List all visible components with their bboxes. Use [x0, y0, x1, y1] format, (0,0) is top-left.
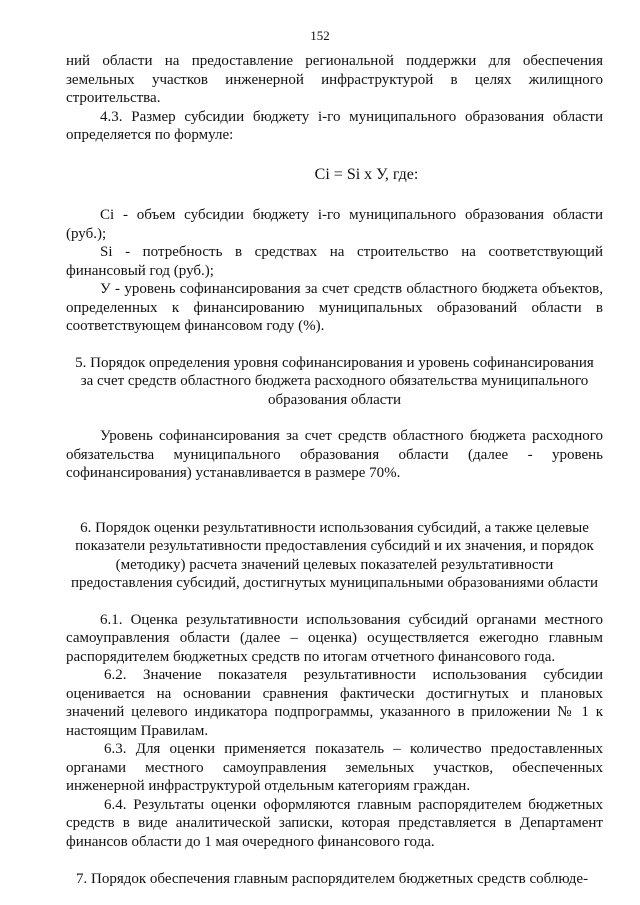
subsidy-formula: Ci = Si x У, где: — [314, 165, 419, 183]
definition-ci: Ci - объем субсидии бюджету i-го муниципального образования области (руб.); — [66, 207, 603, 242]
clause-6-2: 6.2. Значение показателя результативности использования субсидии оценивается на основании сравнения фактически достигнутых и плановых значений целевого индикатора подпрограммы, указанного в приложении № 1 к настоящим Правилам. — [66, 667, 603, 739]
section-5-text: Уровень софинансирования за счет средств областного бюджета расходного обязательства муниципального образования области (далее - уровень софинансирования) устанавливается в размере 70%. — [66, 428, 603, 481]
definition-si: Si - потребность в средствах на строительство на соответствующий финансовый год (руб.); — [66, 244, 603, 279]
section-6-heading: 6. Порядок оценки результативности использования субсидий, а также целевые показатели результативности предоставления субсидий и их значения, и порядок (методику) расчета значений целевых показателей результативности предоставления субсидий, достигнутых муниципальными образованиями области — [70, 519, 598, 591]
clause-6-1: 6.1. Оценка результативности использования субсидий органами местного самоуправления области (далее – оценка) осуществляется ежегодно главным распорядителем бюджетных средств по итогам отчетного финансового года. — [66, 611, 603, 665]
clause-6-3: 6.3. Для оценки применяется показатель – количество предоставленных органами местного самоуправления земельных участков, обеспеченных инженерной инфраструктурой отдельным категориям граждан. — [66, 741, 603, 794]
clause-4-3: 4.3. Размер субсидии бюджету i-го муниципального образования области определяется по формуле: — [66, 108, 603, 143]
document-body — [66, 52, 603, 889]
page-number: 152 — [310, 28, 330, 43]
intro-paragraph: ний области на предоставление региональной поддержки для обеспечения земельных участков инженерной инфраструктурой в целях жилищного строительства. — [66, 53, 603, 106]
section-7-heading-start: 7. Порядок обеспечения главным распорядителем бюджетных средств соблюде- — [76, 871, 589, 887]
definition-y: У - уровень софинансирования за счет средств областного бюджета объектов, определенных к финансированию муниципальных образований области в соответствующем финансовом году (%). — [66, 281, 603, 334]
clause-6-4: 6.4. Результаты оценки оформляются главным распорядителем бюджетных средств в виде аналитической записки, которая представляется в Департамент финансов области до 1 мая очередного финансового года. — [66, 796, 603, 850]
section-5-heading: 5. Порядок определения уровня софинансирования и уровень софинансирования за счет средств областного бюджета расходного обязательства муниципального образования области — [75, 354, 594, 408]
